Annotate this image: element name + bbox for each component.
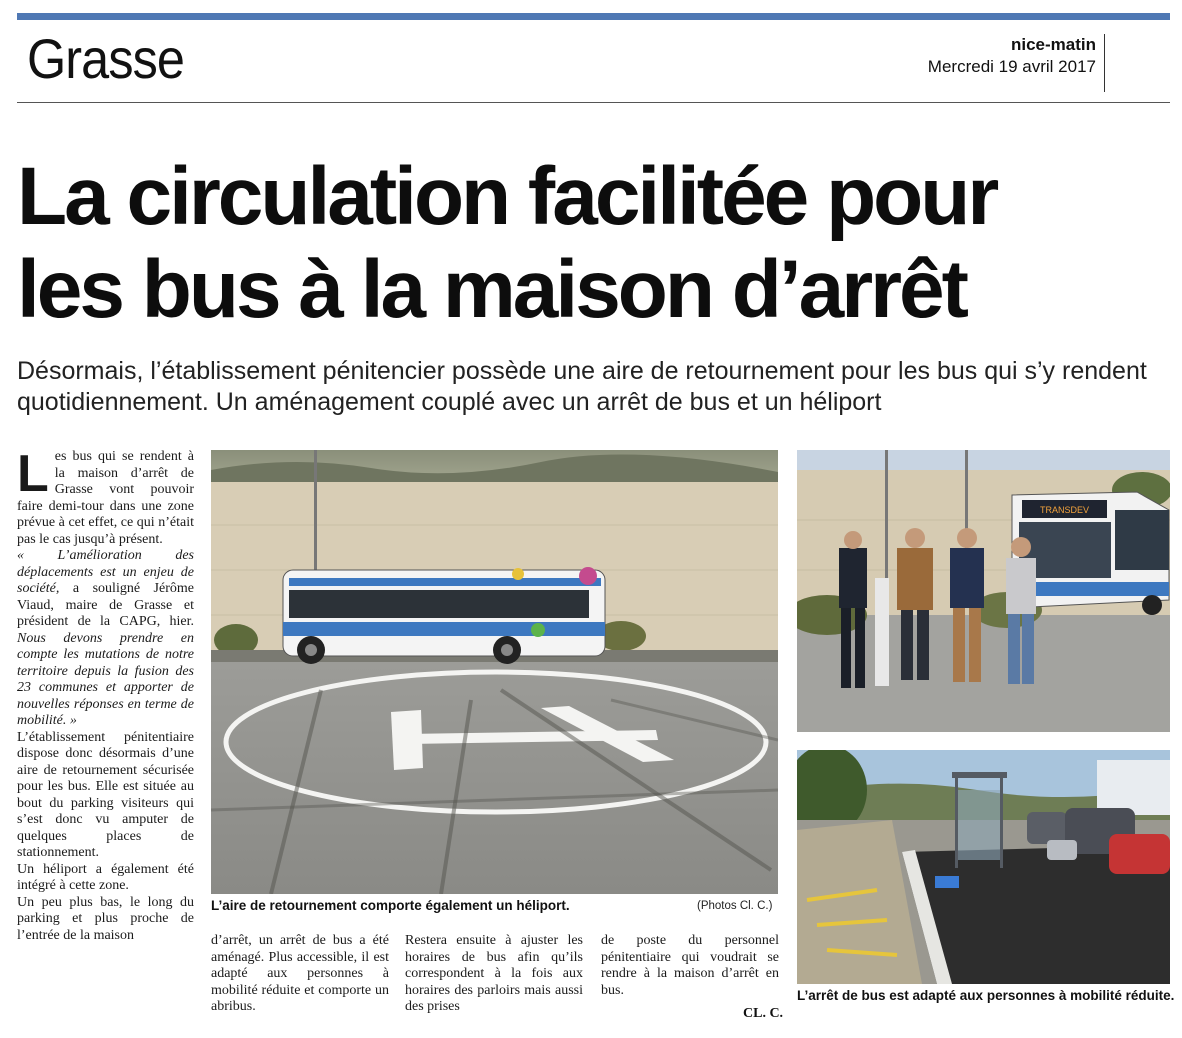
drop-cap: L — [17, 445, 49, 503]
section-title: Grasse — [27, 27, 185, 90]
article-column-2 — [211, 933, 389, 1016]
col1-paragraph-5: Un peu plus bas, le long du parking et plus proche de l’entrée de la maison — [17, 894, 194, 943]
header-rule — [17, 102, 1170, 103]
publication-info — [928, 34, 1096, 78]
col3-paragraph-1: Restera ensuite à ajuster les horaires de bus afin qu’ils correspondent à la fois aux horaires des parloirs mais aussi des prises — [405, 933, 583, 1014]
bus-destination-sign: TRANSDEV — [1040, 505, 1090, 515]
col1-paragraph-1: es bus qui se rendent à la maison d’arrêt de Grasse vont pouvoir faire demi-tour dans une zone prévue à cet effet, ce qui n’était pas le cas jusqu’à présent. — [17, 449, 194, 547]
col1-paragraph-4: Un héliport a également été intégré à cette zone. — [17, 861, 194, 893]
col1-paragraph-2: a souligné Jérôme Viaud, maire de Grasse et président de la CAPG, hier. — [17, 581, 194, 629]
lede: Désormais, l’établissement pénitencier possède une aire de retournement pour les bus qui s’y rendent quotidiennement. Un aménagement couplé avec un arrêt de bus et un héliport — [17, 357, 1147, 416]
publication-name: nice-matin — [1010, 35, 1096, 54]
bottom-photo-caption: L’arrêt de bus est adapté aux personnes à mobilité réduite. — [797, 988, 1175, 1003]
article-column-4 — [601, 933, 779, 999]
headline-line-2: les bus à la maison d’arrêt — [17, 244, 966, 335]
headline — [17, 150, 1177, 336]
headline-line-1: La circulation facilitée pour — [17, 151, 997, 242]
photo-credit: (Photos Cl. C.) — [697, 900, 773, 912]
article-signature: CL. C. — [743, 1006, 784, 1021]
photo-turnaround-heliport — [211, 450, 778, 894]
photo-bus-stop — [797, 750, 1170, 984]
article-column-3 — [405, 933, 583, 1016]
top-accent-bar — [17, 13, 1170, 20]
main-photo-caption: L’aire de retournement comporte également un héliport. — [211, 898, 570, 913]
bus-stop-photo-drawing — [797, 750, 1170, 984]
col4-paragraph-1: de poste du personnel pénitentiaire qui voudrait se rendre à la maison d’arrêt en bus. — [601, 933, 779, 998]
col1-paragraph-3: L’établissement pénitentiaire dispose donc désormais d’une aire de retournement sécurisée pour les bus. Elle est située au bout du parking visiteurs qui s’est donc vu amputer de quelques places de stationnement. — [17, 729, 194, 860]
turnaround-photo-drawing — [211, 450, 778, 894]
officials-photo-drawing — [797, 450, 1170, 732]
article-column-1 — [17, 445, 194, 944]
col2-paragraph-1: d’arrêt, un arrêt de bus a été aménagé. Plus accessible, il est adapté aux personnes à mobilité réduite et comporte un abribus. — [211, 933, 389, 1014]
col1-quote-2: Nous devons prendre en compte les mutations de notre territoire depuis la fusion des 23 communes et apporter de nouvelles réponses en terme de mobilité. » — [17, 630, 194, 728]
photo-officials-bus — [797, 450, 1170, 732]
publication-date: Mercredi 19 avril 2017 — [927, 57, 1096, 76]
col1-quote-1: « L’amélioration des déplacements est un enjeu de société, — [17, 548, 194, 596]
header-divider — [1104, 34, 1105, 92]
